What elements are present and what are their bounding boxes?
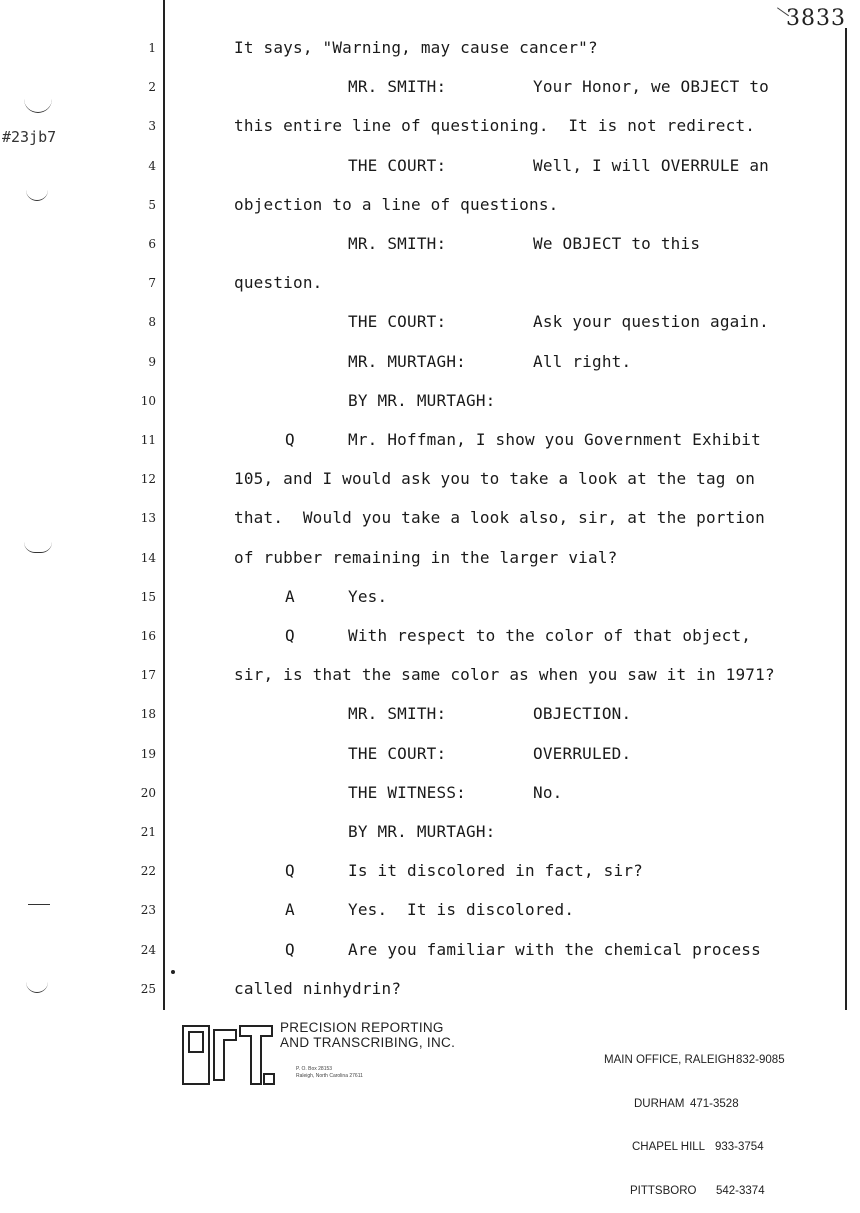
speech-text: Ask your question again. [533,312,769,331]
line-text: It says, "Warning, may cause cancer"? [234,38,598,57]
margin-tick-mark [24,542,52,553]
speech-text: Well, I will OVERRULE an [533,156,769,175]
office-phone: 471-3528 [690,1097,739,1110]
line-number: 8 [148,315,156,329]
line-number: 4 [148,159,156,173]
line-number: 20 [140,786,156,800]
margin-tick-mark [26,190,48,201]
line-number: 16 [140,629,156,643]
line-number: 24 [140,943,156,957]
speech-text: All right. [533,352,632,371]
line-text: this entire line of questioning. It is not redirect. [234,116,756,135]
line-number: 22 [140,864,156,878]
speaker-label: MR. SMITH: [348,77,447,96]
line-number: 3 [148,119,156,133]
speech-text: Your Honor, we OBJECT to [533,77,769,96]
line-text: objection to a line of questions. [234,195,559,214]
line-number: 9 [148,355,156,369]
line-text: sir, is that the same color as when you saw it in 1971? [234,665,775,684]
firm-address [296,1066,363,1080]
speaker-label: THE COURT: [348,312,447,331]
line-number: 10 [140,394,156,408]
speaker-label: THE COURT: [348,744,447,763]
qa-text: Are you familiar with the chemical process [348,940,761,959]
logo-text: P&T [228,1086,230,1087]
right-margin-rule [845,28,847,1010]
line-number: 5 [148,198,156,212]
speech-text: OBJECTION. [533,704,632,723]
qa-marker: A [285,587,295,606]
speaker-label: THE COURT: [348,156,447,175]
qa-text: Is it discolored in fact, sir? [348,861,643,880]
office-city: CHAPEL HILL [632,1141,706,1153]
line-number: 17 [140,668,156,682]
speech-text: We OBJECT to this [533,234,701,253]
qa-marker: Q [285,940,295,959]
line-number: 23 [140,903,156,917]
line-number: 18 [140,707,156,721]
qa-marker: Q [285,430,295,449]
line-number: 7 [148,276,156,290]
office-row [604,1140,785,1155]
office-city: DURHAM [634,1097,685,1110]
office-row [604,1184,785,1199]
margin-note: #23jb7 [2,128,57,146]
office-row [604,1097,785,1112]
qa-text: Yes. It is discolored. [348,900,575,919]
reporting-firm-logo [180,1022,276,1088]
line-number: 1 [148,41,156,55]
qa-text: With respect to the color of that object, [348,626,752,645]
examination-heading: BY MR. MURTAGH: [348,822,496,841]
office-phone: 832-9085 [736,1054,785,1066]
stray-mark [171,970,175,974]
line-number: 14 [140,551,156,565]
qa-marker: A [285,900,295,919]
address-line-2: Raleigh, North Carolina 27611 [296,1073,363,1079]
line-number: 21 [140,825,156,839]
speaker-label: MR. SMITH: [348,234,447,253]
office-phone: 933-3754 [715,1141,764,1153]
line-text: called ninhydrin? [234,979,402,998]
speech-text: OVERRULED. [533,744,632,763]
line-number: 11 [140,433,156,447]
line-number: 2 [148,80,156,94]
speaker-label: THE WITNESS: [348,783,466,802]
office-list [604,1024,785,1213]
office-city: MAIN OFFICE, RALEIGH [604,1054,735,1066]
line-number: 13 [140,511,156,525]
office-row [604,1053,785,1068]
office-phone: 542-3374 [716,1184,765,1197]
firm-name [280,1020,455,1050]
office-city: PITTSBORO [630,1184,697,1197]
line-text: that. Would you take a look also, sir, at the portion [234,508,765,527]
line-number: 6 [148,237,156,251]
page-number: 3833 [786,6,846,31]
line-text: 105, and I would ask you to take a look at the tag on [234,469,756,488]
line-number: 19 [140,747,156,761]
qa-marker: Q [285,626,295,645]
left-margin-rule [163,0,165,1010]
qa-text: Yes. [348,587,388,606]
margin-tick-mark [24,98,52,113]
margin-tick-mark [28,898,50,905]
line-number: 12 [140,472,156,486]
examination-heading: BY MR. MURTAGH: [348,391,496,410]
speech-text: No. [533,783,563,802]
qa-marker: Q [285,861,295,880]
speaker-label: MR. SMITH: [348,704,447,723]
firm-name-line-2: AND TRANSCRIBING, INC. [280,1035,456,1050]
line-number: 15 [140,590,156,604]
speaker-label: MR. MURTAGH: [348,352,466,371]
qa-text: Mr. Hoffman, I show you Government Exhibit [348,430,761,449]
firm-name-line-1: PRECISION REPORTING [280,1020,444,1035]
line-text: of rubber remaining in the larger vial? [234,548,618,567]
line-number: 25 [140,982,156,996]
line-text: question. [234,273,323,292]
address-line-1: P. O. Box 28153 [296,1066,333,1072]
margin-tick-mark [26,982,48,993]
